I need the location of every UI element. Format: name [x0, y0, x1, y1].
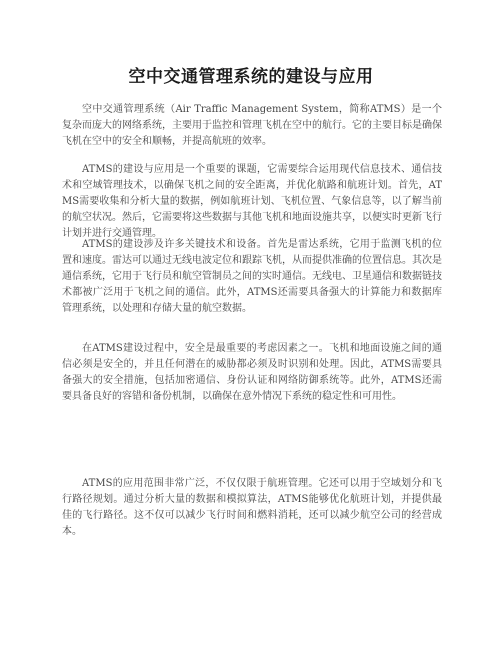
- paragraph-applications: ATMS的应用范围非常广泛，不仅仅限于航班管理。它还可以用于空域划分和飞行路径规划。通过分析大量的数据和模拟算法，ATMS能够优化航班计划，并提供最佳的飞行路径。这不仅可以减少飞行时间和燃料消耗，还可以减少航空公司的经营成本。: [62, 478, 442, 537]
- paragraph-intro: 空中交通管理系统（Air Traffic Management System，简称ATMS）是一个复杂而庞大的网络系统，主要用于监控和管理飞机在空中的航行。它的主要目标是确保飞机在空中的安全和顺畅，并提高航班的效率。: [62, 104, 442, 147]
- paragraph-security: 在ATMS建设过程中，安全是最重要的考虑因素之一。飞机和地面设施之间的通信必须是安全的，并且任何潜在的威胁都必须及时识别和处理。因此，ATMS需要具备强大的安全措施，包括加密通信、身份认证和网络防御系统等。此外，ATMS还需要具备良好的容错和备份机制，以确保在意外情况下系统的稳定性和可用性。: [62, 343, 442, 402]
- paragraph-technologies: ATMS的建设涉及许多关键技术和设备。首先是雷达系统，它用于监测飞机的位置和速度。雷达可以通过无线电波定位和跟踪飞机，从而提供准确的位置信息。其次是通信系统，它用于飞行员和航空管制员之间的实时通信。无线电、卫星通信和数据链技术都被广泛用于飞机之间的通信。此外，ATMS还需要具备强大的计算能力和数据库管理系统，以处理和存储大量的航空数据。: [62, 239, 442, 314]
- paragraph-construction: ATMS的建设与应用是一个重要的课题，它需要综合运用现代信息技术、通信技术和空域管理技术，以确保飞机之间的安全距离，并优化航路和航班计划。首先，ATMS需要收集和分析大量的数据，例如航班计划、飞机位置、气象信息等，以了解当前的航空状况。然后，它需要将这些数据与其他飞机和地面设施共享，以便实时更新飞行计划并进行交通管理。: [62, 164, 442, 239]
- document-title: 空中交通管理系统的建设与应用: [128, 67, 374, 87]
